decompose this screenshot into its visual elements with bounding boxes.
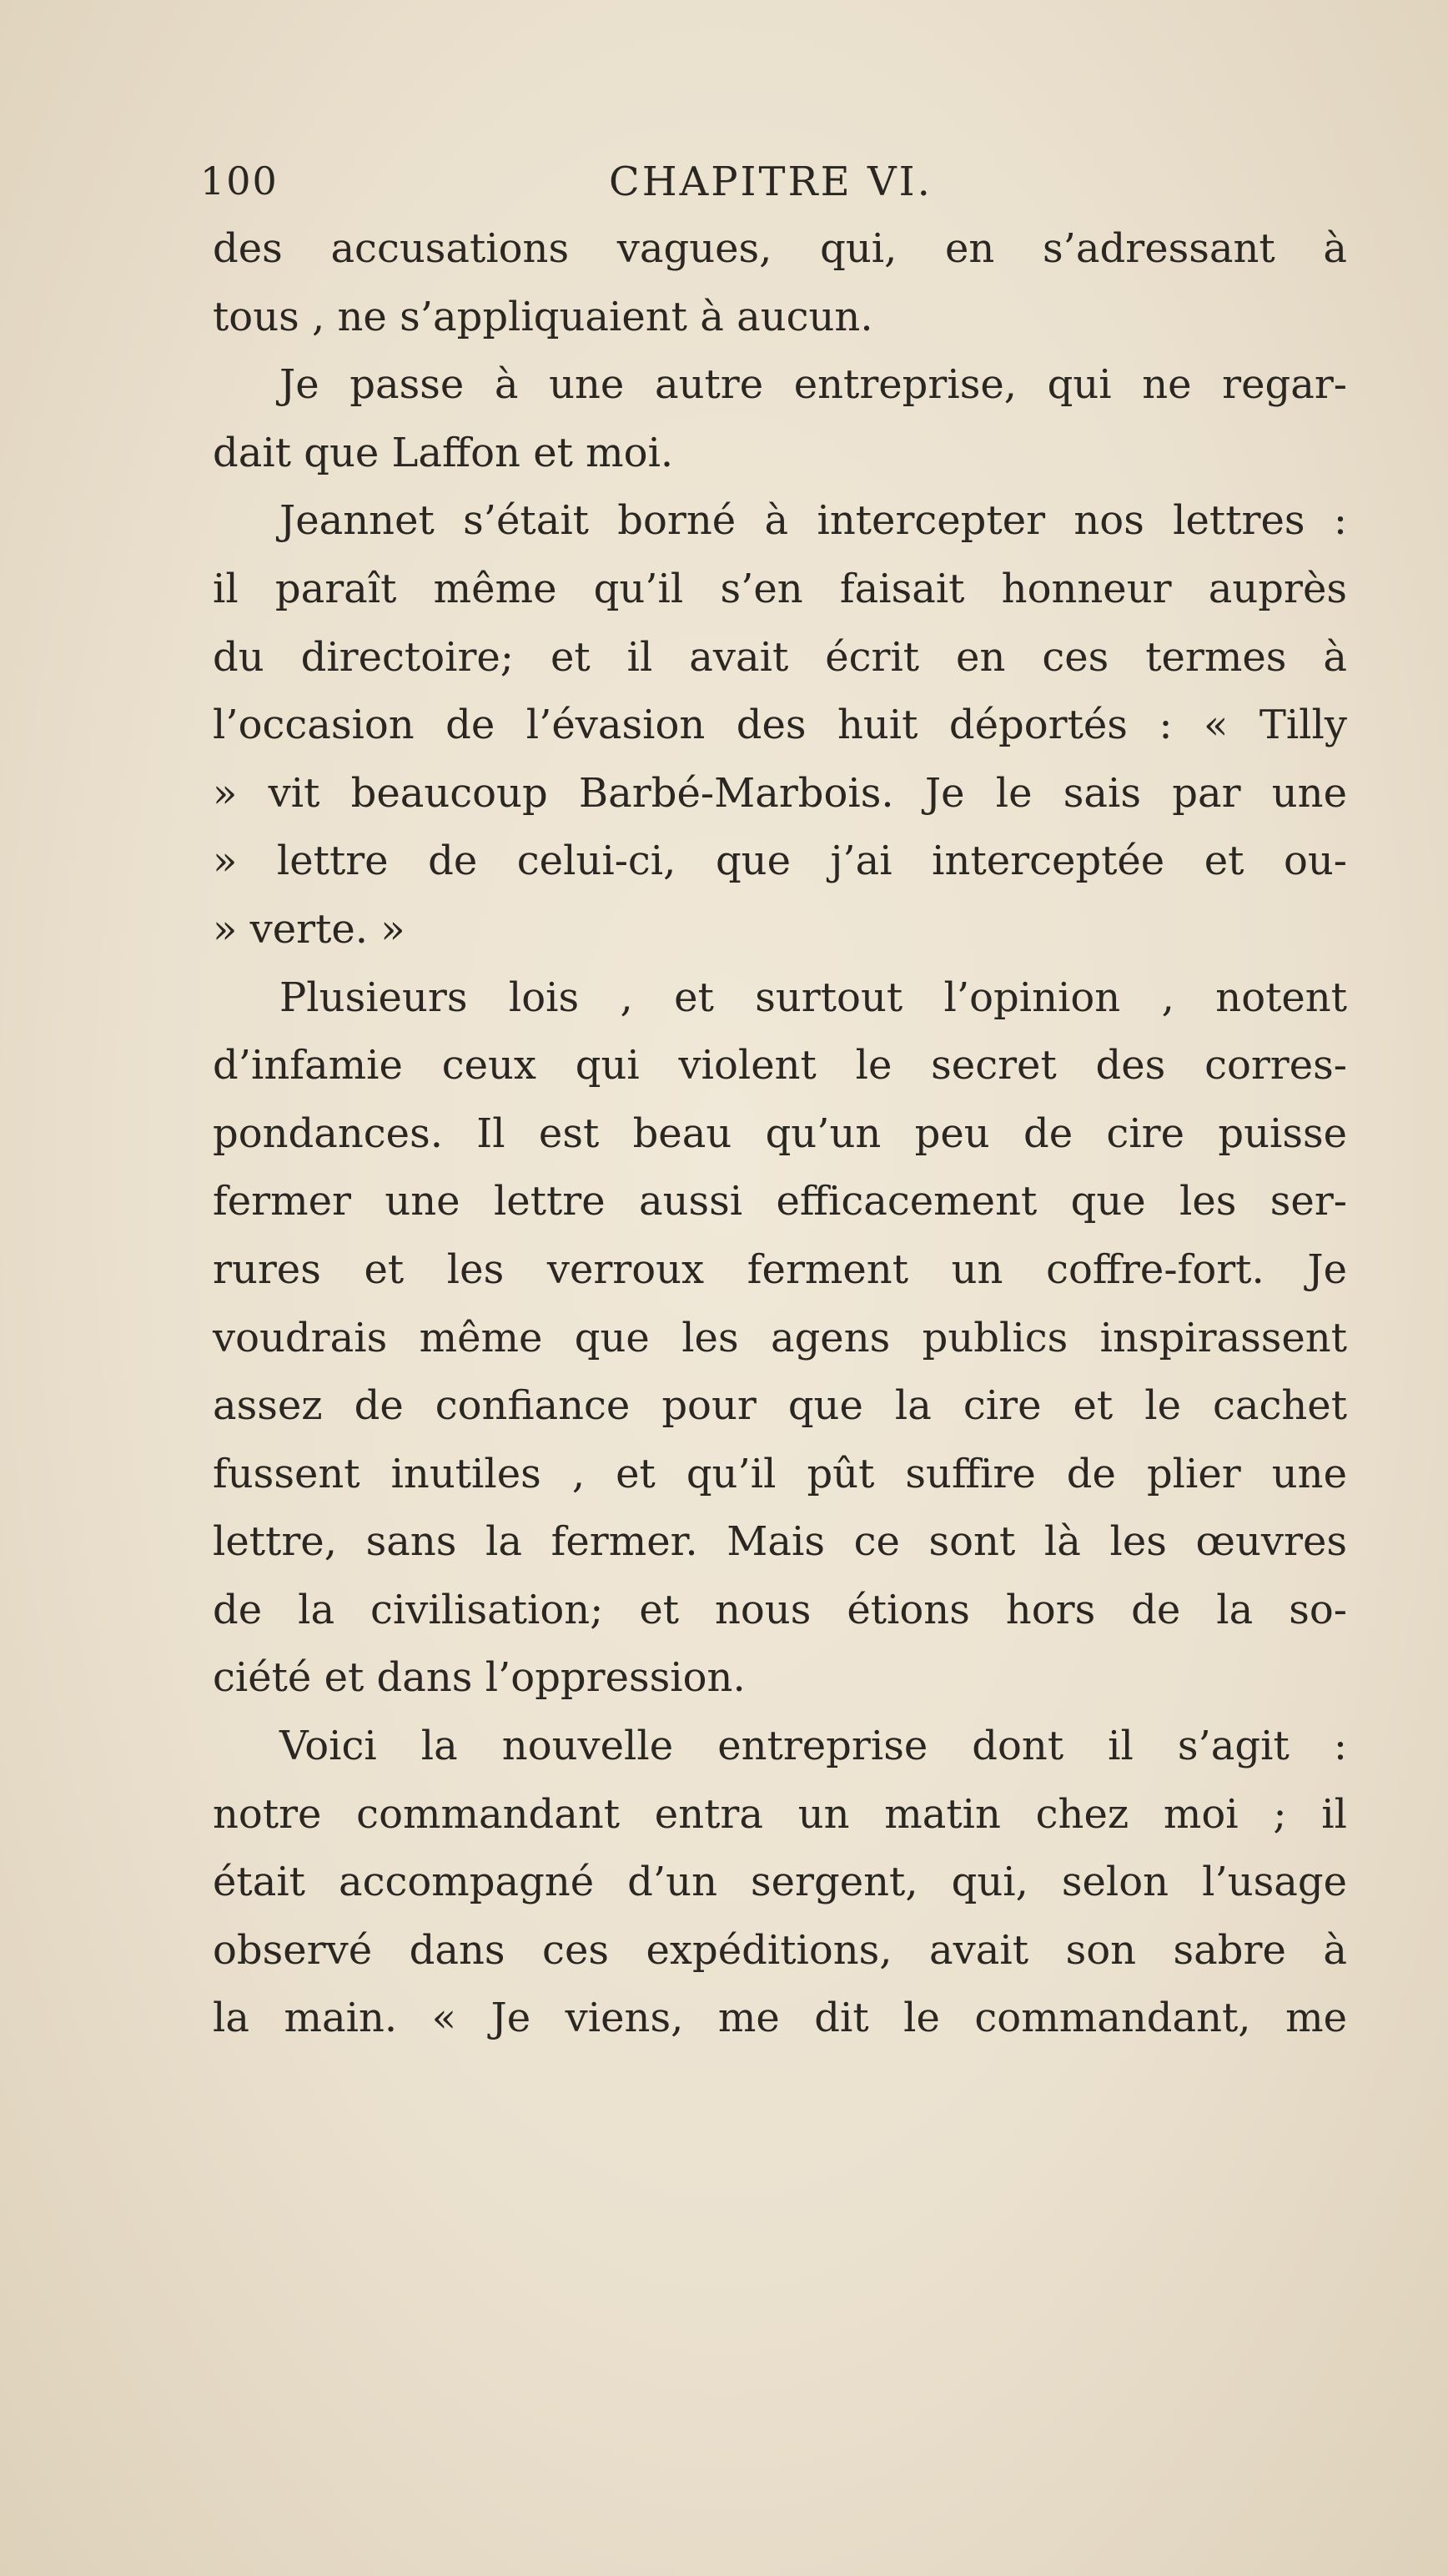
text-line: des accusations vagues, qui, en s’adressant à xyxy=(213,225,1347,272)
text-line: de la civilisation; et nous étions hors de la so- xyxy=(213,1586,1347,1633)
text-line: fermer une lettre aussi efficacement que les ser- xyxy=(213,1178,1347,1225)
text-line: dait que Laffon et moi. xyxy=(213,429,674,476)
text-line: Plusieurs lois , et surtout l’opinion , notent xyxy=(279,974,1347,1021)
text-line: tous , ne s’appliquaient à aucun. xyxy=(213,293,873,340)
text-line: l’occasion de l’évasion des huit déportés : « Tilly xyxy=(213,702,1347,749)
text-line: observé dans ces expéditions, avait son sabre à xyxy=(213,1926,1347,1974)
text-line: ciété et dans l’oppression. xyxy=(213,1654,746,1702)
text-line: » lettre de celui-ci, que j’ai interceptée et ou- xyxy=(213,838,1347,885)
text-line: lettre, sans la fermer. Mais ce sont là les œuvres xyxy=(213,1518,1347,1566)
text-line: du directoire; et il avait écrit en ces termes à xyxy=(213,633,1347,681)
running-head: CHAPITRE VI. xyxy=(609,158,933,205)
text-line: fussent inutiles , et qu’il pût suffire de plier une xyxy=(213,1450,1347,1497)
page-number: 100 xyxy=(200,158,279,204)
text-line: assez de confiance pour que la cire et le cachet xyxy=(213,1382,1347,1430)
text-line: » vit beaucoup Barbé-Marbois. Je le sais par une xyxy=(213,769,1347,817)
text-line: la main. « Je viens, me dit le commandant, me xyxy=(213,1995,1347,2042)
text-line: Je passe à une autre entreprise, qui ne regar- xyxy=(279,361,1347,409)
text-line: Jeannet s’était borné à intercepter nos lettres : xyxy=(279,497,1347,545)
text-line: Voici la nouvelle entreprise dont il s’agit : xyxy=(279,1723,1347,1770)
text-line: d’infamie ceux qui violent le secret des corres- xyxy=(213,1042,1347,1089)
text-line: voudrais même que les agens publics inspirassent xyxy=(213,1314,1347,1361)
body-text xyxy=(213,215,1347,2053)
text-line: pondances. Il est beau qu’un peu de cire puisse xyxy=(213,1109,1347,1157)
text-line: notre commandant entra un matin chez moi ; il xyxy=(213,1790,1347,1838)
text-line: rures et les verroux ferment un coffre-fort. Je xyxy=(213,1245,1347,1293)
text-line: il paraît même qu’il s’en faisait honneur auprès xyxy=(213,565,1347,612)
text-line: » verte. » xyxy=(213,905,405,953)
page-header xyxy=(200,158,1368,217)
text-line: était accompagné d’un sergent, qui, selon l’usage xyxy=(213,1859,1347,1906)
